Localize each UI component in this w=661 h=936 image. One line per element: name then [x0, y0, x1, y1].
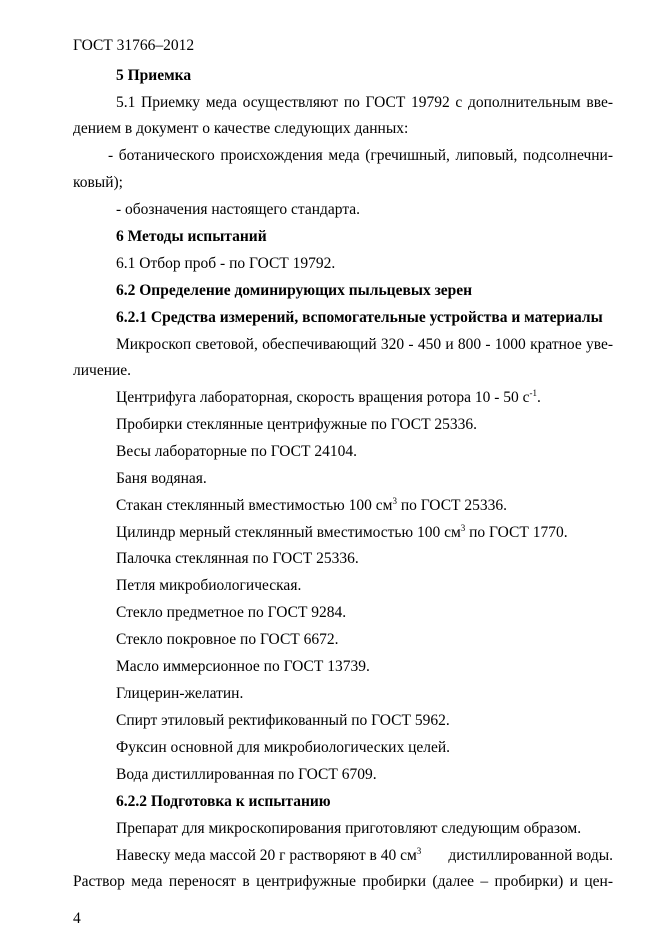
microscope-line-1: Микроскоп световой, обеспечивающий 320 - 450 и 800 - 1000 кратное уве-	[116, 336, 613, 353]
centrifuge-superscript: -1	[529, 388, 537, 398]
paragraph-5-1-line-2: дением в документ о качестве следующих данных:	[73, 120, 409, 137]
beaker-item	[116, 497, 507, 515]
paragraph-5-1-line-1: 5.1 Приемку меда осуществляют по ГОСТ 19792 с дополнительным вве-	[116, 94, 613, 111]
weigh-text-start: Навеску меда массой 20 г растворяют в 40 см	[116, 847, 417, 864]
tubes-item: Пробирки стеклянные центрифужные по ГОСТ 25336.	[116, 416, 478, 433]
microscope-line-2: личение.	[73, 362, 132, 379]
slide-item: Стекло предметное по ГОСТ 9284.	[116, 604, 347, 621]
preparation-paragraph: Препарат для микроскопирования приготовляют следующим образом.	[116, 820, 582, 837]
oil-item: Масло иммерсионное по ГОСТ 13739.	[116, 658, 370, 675]
section-6-2-title: 6.2 Определение доминирующих пыльцевых зерен	[116, 282, 473, 299]
beaker-standard: по ГОСТ 25336.	[396, 497, 507, 514]
section-6-title: 6 Методы испытаний	[116, 228, 267, 245]
section-6-2-2-title: 6.2.2 Подготовка к испытанию	[116, 793, 331, 810]
centrifuge-end: .	[537, 389, 541, 406]
weigh-paragraph-line-1	[116, 847, 613, 865]
fuchsin-item: Фуксин основной для микробиологических целей.	[116, 739, 451, 756]
water-item: Вода дистиллированная по ГОСТ 6709.	[116, 766, 377, 783]
section-6-2-1-title: 6.2.1 Средства измерений, вспомогательные устройства и материалы	[116, 309, 603, 326]
weigh-text-end: дистиллированной воды.	[448, 847, 613, 864]
beaker-superscript: 3	[392, 496, 397, 506]
centrifuge-text: Центрифуга лабораторная, скорость вращения ротора 10 - 50 с	[116, 389, 530, 406]
list-item-designation: - обозначения настоящего стандарта.	[116, 201, 361, 218]
loop-item: Петля микробиологическая.	[116, 577, 302, 594]
page-number: 4	[73, 910, 81, 927]
cylinder-standard: по ГОСТ 1770.	[465, 524, 568, 541]
bath-item: Баня водяная.	[116, 470, 207, 487]
cover-glass-item: Стекло покровное по ГОСТ 6672.	[116, 631, 339, 648]
centrifuge-item	[116, 389, 541, 407]
alcohol-item: Спирт этиловый ректификованный по ГОСТ 5962.	[116, 712, 450, 729]
header-standard-code: ГОСТ 31766–2012	[73, 37, 195, 54]
list-item-botanical-line-1: - ботанического происхождения меда (гречишный, липовый, подсолнечни-	[108, 147, 613, 164]
list-item-botanical-line-2: ковый);	[73, 174, 123, 191]
scales-item: Весы лабораторные по ГОСТ 24104.	[116, 443, 357, 460]
cylinder-text: Цилиндр мерный стеклянный вместимостью 100 см	[116, 524, 461, 541]
rod-item: Палочка стеклянная по ГОСТ 25336.	[116, 550, 359, 567]
weigh-paragraph-line-2: Раствор меда переносят в центрифужные пробирки (далее – пробирки) и цен-	[73, 873, 613, 890]
section-5-title: 5 Приемка	[116, 67, 192, 84]
cylinder-item	[116, 524, 568, 542]
cylinder-superscript: 3	[460, 523, 466, 533]
paragraph-6-1: 6.1 Отбор проб - по ГОСТ 19792.	[116, 255, 336, 272]
weigh-superscript: 3	[416, 846, 422, 856]
beaker-text: Стакан стеклянный вместимостью 100 см	[116, 497, 393, 514]
glycerin-item: Глицерин-желатин.	[116, 685, 244, 702]
